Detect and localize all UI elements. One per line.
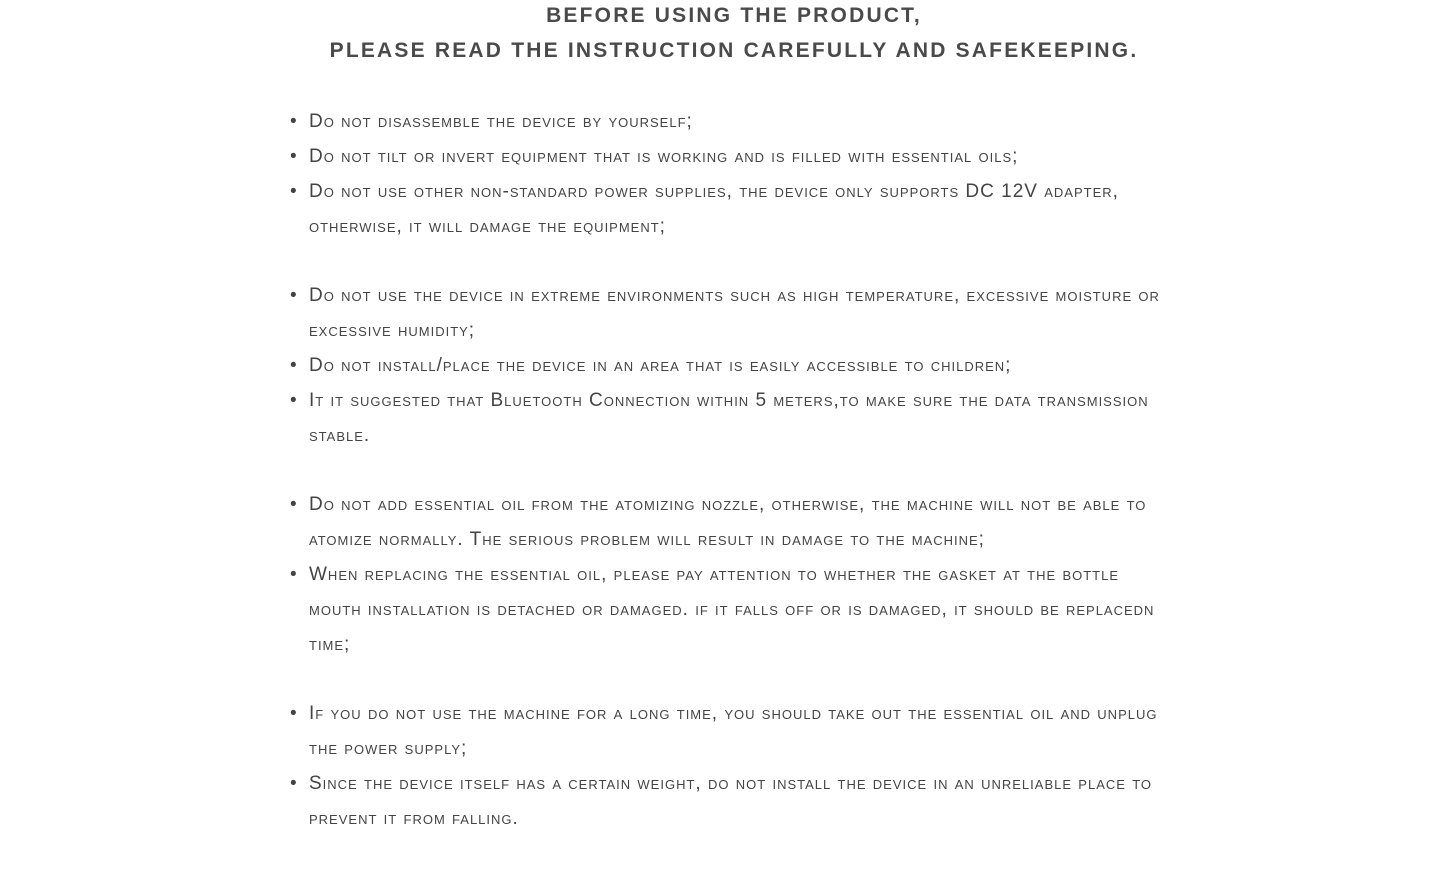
list-item	[290, 278, 1170, 348]
bullet-icon: •	[290, 111, 298, 132]
bullet-icon: •	[290, 355, 298, 376]
heading-line-1: BEFORE USING THE PRODUCT,	[546, 4, 922, 27]
heading-line-2: PLEASE READ THE INSTRUCTION CAREFULLY AND SAFEKEEPING.	[329, 39, 1139, 62]
list-item	[290, 696, 1170, 766]
safety-instructions-list	[290, 104, 1170, 836]
list-item-text: It it suggested that Bluetooth Connection within 5 meters,to make sure the data transmission stable.	[309, 390, 1149, 446]
list-item-text: Do not tilt or invert equipment that is working and is filled with essential oils;	[309, 146, 1019, 167]
list-item-text: Do not use other non-standard power supplies, the device only supports DC 12V adapter, otherwise, it will damage the equipment;	[309, 181, 1119, 237]
list-item	[290, 104, 1170, 139]
list-item-text: Since the device itself has a certain weight, do not install the device in an unreliable place to prevent it from falling.	[309, 773, 1153, 829]
list-item	[290, 139, 1170, 174]
list-item-text: Do not use the device in extreme environments such as high temperature, excessive moisture or excessive humidity;	[309, 285, 1160, 341]
list-item-text: Do not disassemble the device by yourself;	[309, 111, 693, 132]
list-item-text: Do not install/place the device in an area that is easily accessible to children;	[309, 355, 1012, 376]
list-item	[290, 557, 1170, 662]
list-item-text: Do not add essential oil from the atomizing nozzle, otherwise, the machine will not be able to atomize normally. The serious problem will result in damage to the machine;	[309, 494, 1147, 550]
bullet-icon: •	[290, 285, 298, 306]
list-item	[290, 766, 1170, 836]
bullet-icon: •	[290, 390, 298, 411]
list-item	[290, 174, 1170, 244]
bullet-icon: •	[290, 703, 298, 724]
list-item-text: When replacing the essential oil, please pay attention to whether the gasket at the bottle mouth installation is detached or damaged. if it falls off or is damaged, it should be replacedn time;	[309, 564, 1155, 655]
bullet-icon: •	[290, 564, 298, 585]
list-item	[290, 383, 1170, 453]
list-item	[290, 487, 1170, 557]
list-item	[290, 348, 1170, 383]
list-item-text: If you do not use the machine for a long time, you should take out the essential oil and unplug the power supply;	[309, 703, 1158, 759]
bullet-icon: •	[290, 181, 298, 202]
bullet-icon: •	[290, 773, 298, 794]
bullet-icon: •	[290, 146, 298, 167]
bullet-icon: •	[290, 494, 298, 515]
